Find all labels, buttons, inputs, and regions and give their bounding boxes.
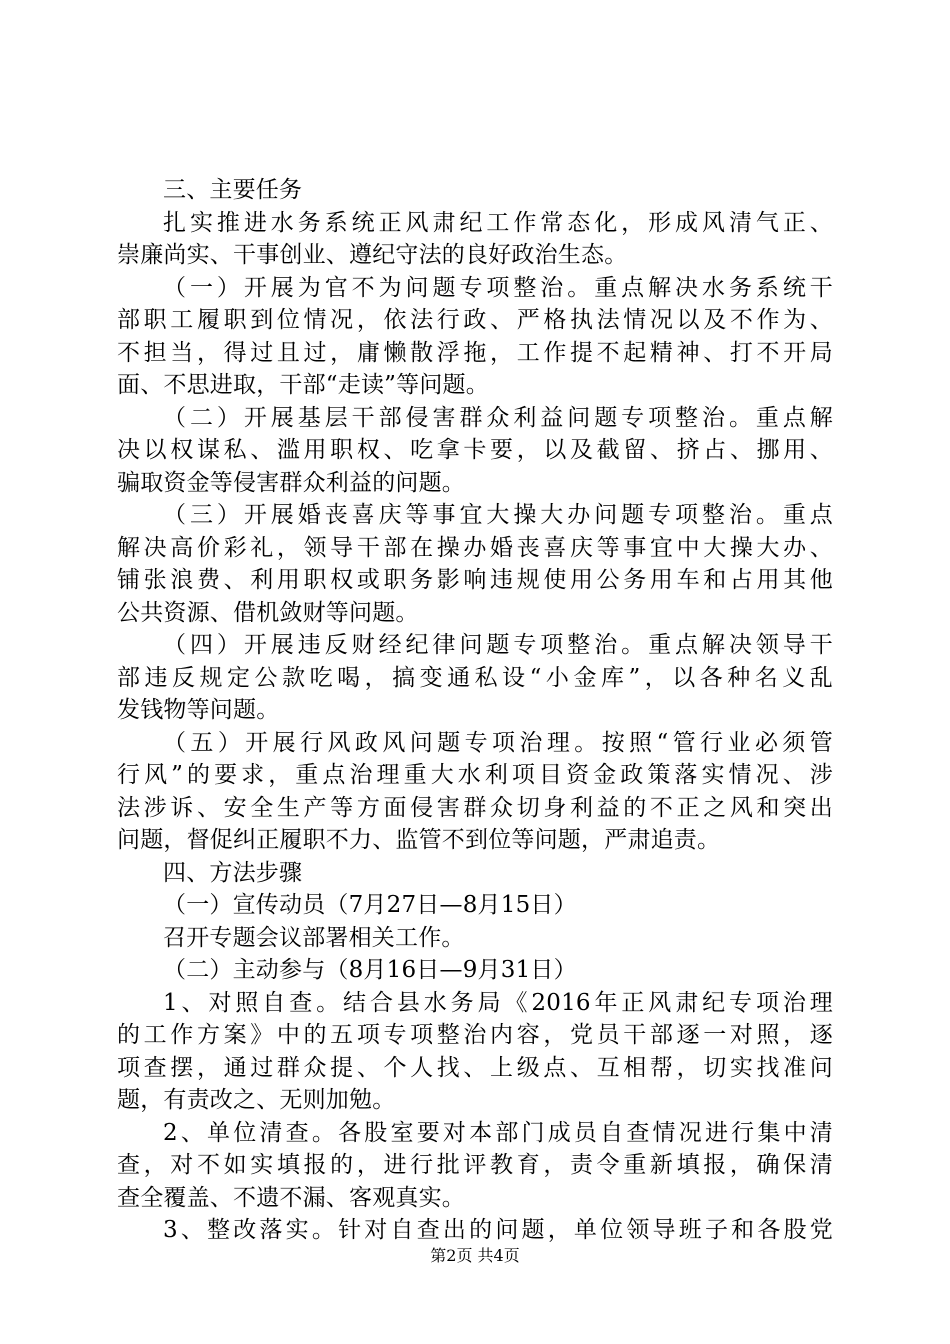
text-line: 决以权谋私、滥用职权、吃拿卡要，以及截留、挤占、挪用、: [117, 437, 833, 463]
text-line: 面、不思进取，干部“走读”等问题。: [117, 372, 489, 398]
text-line: （四）开展违反财经纪律问题专项整治。重点解决领导干: [163, 632, 833, 658]
text-line: 部违反规定公款吃喝，搞变通私设“小金库”，以各种名义乱: [117, 664, 833, 691]
text-line: 法涉诉、安全生产等方面侵害群众切身利益的不正之风和突出: [117, 794, 833, 821]
text-line: 召开专题会议部署相关工作。: [163, 924, 465, 951]
text-line: 2、单位清查。各股室要对本部门成员自查情况进行集中清: [163, 1119, 833, 1146]
text-line: 部职工履职到位情况，依法行政、严格执法情况以及不作为、: [117, 307, 833, 333]
text-line: （一）开展为官不为问题专项整治。重点解决水务系统干: [163, 274, 833, 301]
text-line: （三）开展婚丧喜庆等事宜大操大办问题专项整治。重点: [163, 502, 833, 528]
page-number-footer: 第2页 共4页: [430, 1246, 520, 1265]
text-line: 不担当，得过且过，庸懒散浮拖，工作提不起精神、打不开局: [117, 339, 833, 366]
text-line: 的工作方案》中的五项专项整治内容，党员干部逐一对照，逐: [117, 1022, 833, 1048]
text-line: 骗取资金等侵害群众利益的问题。: [117, 469, 465, 496]
text-line: （五）开展行风政风问题专项治理。按照“管行业必须管: [163, 729, 833, 756]
text-line: 四、方法步骤: [163, 859, 303, 886]
text-line: 公共资源、借机敛财等问题。: [117, 599, 419, 626]
text-line: 铺张浪费、利用职权或职务影响违规使用公务用车和占用其他: [117, 567, 833, 593]
text-line: 3、整改落实。针对自查出的问题，单位领导班子和各股党: [163, 1217, 833, 1243]
text-line: （一）宣传动员（7月27日—8月15日）: [163, 892, 577, 918]
text-line: 查，对不如实填报的，进行批评教育，责令重新填报，确保清: [117, 1152, 833, 1178]
document-body: [117, 174, 833, 1247]
text-line: 行风”的要求，重点治理重大水利项目资金政策落实情况、涉: [117, 762, 833, 788]
text-line: 扎实推进水务系统正风肃纪工作常态化，形成风清气正、: [163, 209, 833, 236]
text-line: 查全覆盖、不遗不漏、客观真实。: [117, 1184, 465, 1211]
text-line: 崇廉尚实、干事创业、遵纪守法的良好政治生态。: [117, 242, 628, 268]
text-line: 1、对照自查。结合县水务局《2016年正风肃纪专项治理: [163, 989, 833, 1016]
text-line: 问题，督促纠正履职不力、监管不到位等问题，严肃追责。: [117, 827, 721, 853]
text-line: 发钱物等问题。: [117, 697, 280, 723]
text-line: （二）主动参与（8月16日—9月31日）: [163, 957, 577, 983]
text-line: 题，有责改之、无则加勉。: [117, 1087, 396, 1113]
text-line: （二）开展基层干部侵害群众利益问题专项整治。重点解: [163, 404, 833, 431]
text-line: 解决高价彩礼，领导干部在操办婚丧喜庆等事宜中大操大办、: [117, 534, 833, 561]
text-line: 三、主要任务: [163, 177, 303, 203]
text-line: 项查摆，通过群众提、个人找、上级点、互相帮，切实找准问: [117, 1054, 833, 1081]
